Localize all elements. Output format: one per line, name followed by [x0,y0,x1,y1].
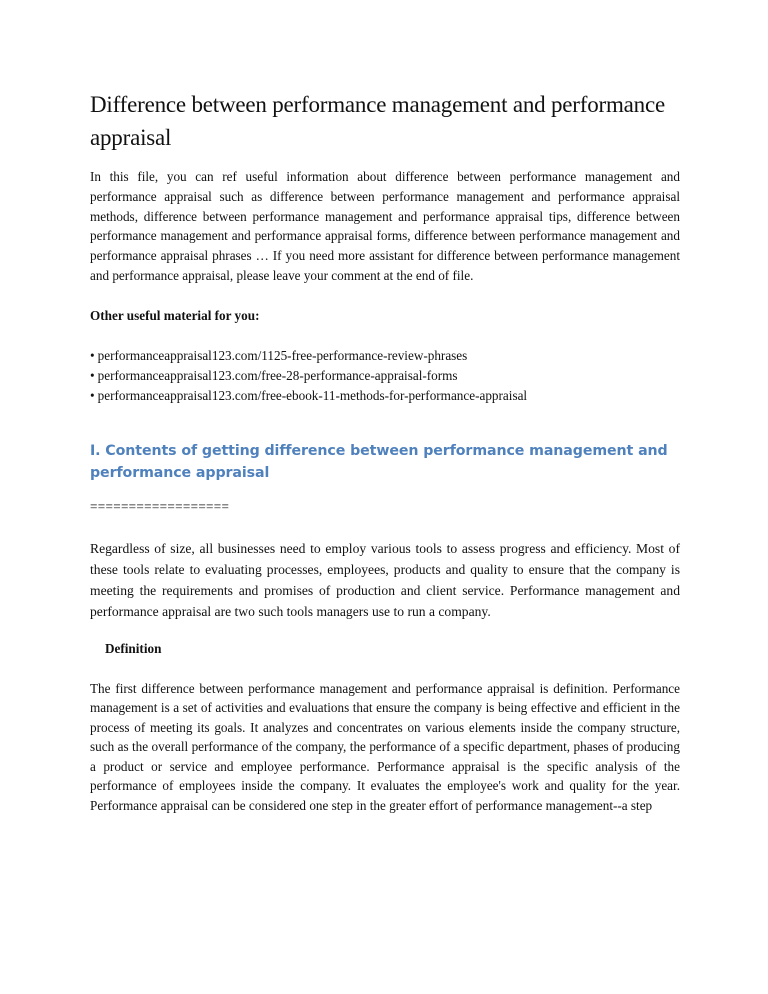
spacer [90,516,680,538]
document-title: Difference between performance management and performance appraisal [90,92,665,150]
definition-paragraph: The first difference between performance management and performance appraisal is definition. Performance management is a set of activities and evaluations that ensure the company is being effective and efficient in the process of meeting its goals. It analyzes and concentrates on various elements inside the company structure, such as the overall performance of the company, the performance of a specific department, phases of producing a product or service and employee performance. Performance appraisal is the specific analysis of the performance of employees inside the company. It evaluates the employee's work and quality for the year. Performance appraisal can be considered one step in the greater effort of performance management--a step [90,680,680,813]
section-heading: I. Contents of getting difference between performance management and performance appraisal [90,442,668,481]
spacer [90,326,680,346]
list-item [90,386,680,406]
bullet-icon: • [90,347,95,363]
bullet-icon: • [90,387,95,403]
resource-link-appraisal-forms[interactable]: performanceappraisal123.com/free-28-performance-appraisal-forms [97,367,458,383]
resource-link-review-phrases[interactable]: performanceappraisal123.com/1125-free-performance-review-phrases [97,347,468,363]
bullet-icon: • [90,367,95,383]
spacer [90,286,680,306]
spacer [90,622,680,639]
list-item [90,346,680,366]
divider-line: ================== [90,498,230,514]
list-item [90,366,680,386]
resource-link-ebook-methods[interactable]: performanceappraisal123.com/free-ebook-11-methods-for-performance-appraisal [97,387,528,403]
spacer [90,406,680,440]
spacer [90,484,680,497]
resource-link-list [90,346,680,406]
spacer [90,659,680,679]
intro-paragraph: In this file, you can ref useful information about difference between performance management and performance appraisal such as difference between performance management and performance appraisal methods, difference between performance management and performance appraisal tips, difference between performance management and performance appraisal forms, difference between performance management and performance appraisal phrases … If you need more assistant for difference between performance management and performance appraisal, please leave your comment at the end of file. [90,169,680,283]
definition-heading: Definition [105,640,162,656]
section-intro-paragraph: Regardless of size, all businesses need to employ various tools to assess progress and efficiency. Most of these tools relate to evaluating processes, employees, products and quality to ensure that the company is meeting the requirements and promises of production and client service. Performance management and performance appraisal are two such tools managers use to run a company. [90,540,680,619]
document-page [90,88,680,815]
other-material-label: Other useful material for you: [90,307,260,323]
